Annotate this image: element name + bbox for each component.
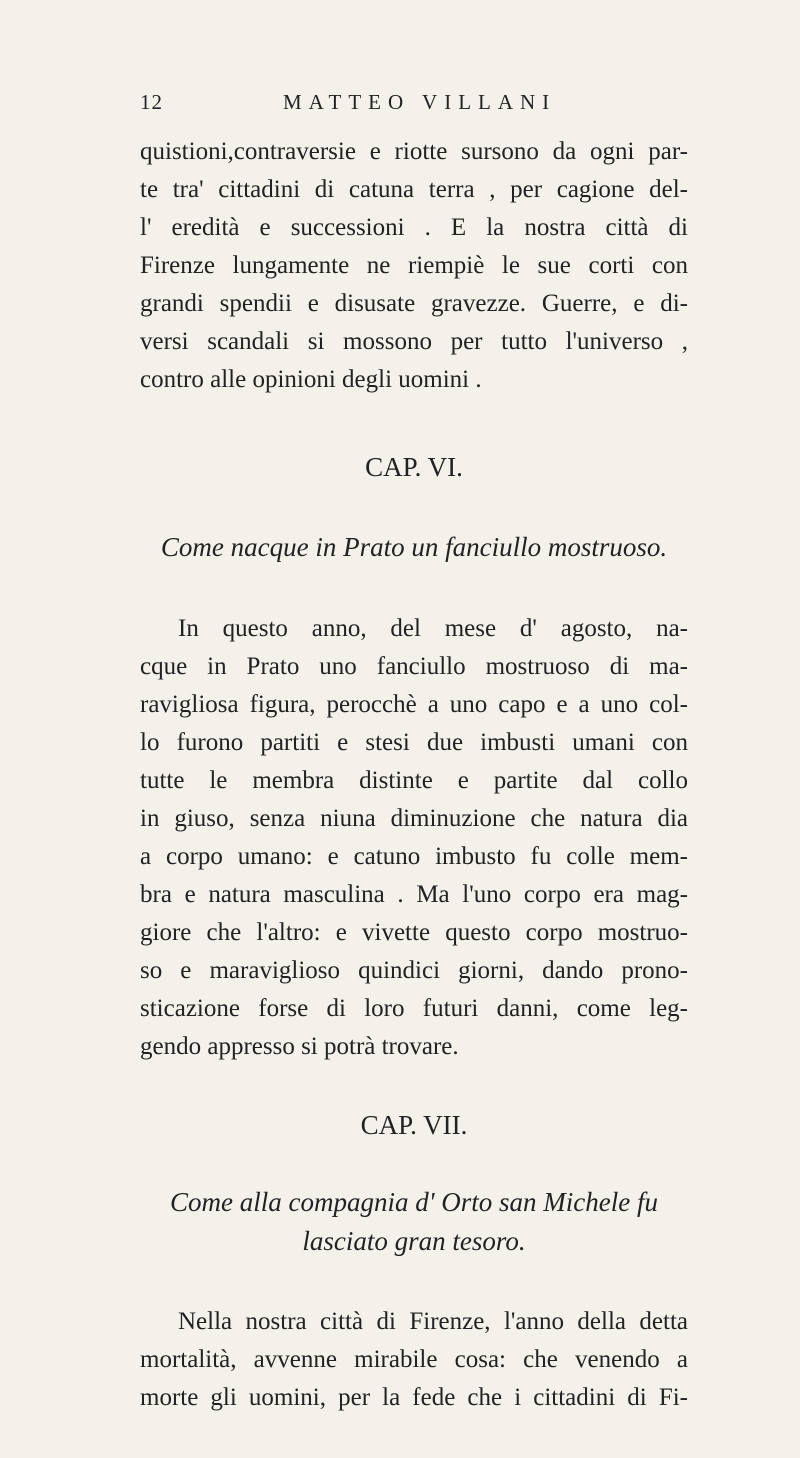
text-line: In questo anno, del mese d' agosto, na-: [178, 615, 688, 642]
text-line: mortalità, avvenne mirabile cosa: che venendo a: [140, 1346, 688, 1373]
text-line: Nella nostra città di Firenze, l'anno della detta: [178, 1308, 688, 1335]
text-line: Firenze lungamente ne riempiè le sue corti con: [140, 252, 688, 279]
text-line: te tra' cittadini di catuna terra , per cagione del-: [140, 176, 688, 203]
chapter-heading: CAP. VII.: [360, 1110, 468, 1140]
text-line: bra e natura masculina . Ma l'uno corpo era mag-: [140, 881, 688, 908]
text-line: a corpo umano: e catuno imbusto fu colle mem-: [140, 843, 688, 870]
text-line: quistioni,contraversie e riotte sursono da ogni par-: [140, 138, 688, 165]
text-line: versi scandali si mossono per tutto l'universo ,: [140, 328, 688, 355]
text-line: l' eredità e successioni . E la nostra città di: [140, 214, 688, 241]
chapter-title: lasciato gran tesoro.: [302, 1226, 526, 1256]
text-line: giore che l'altro: e vivette questo corpo mostruo-: [140, 919, 688, 946]
text-line: so e maraviglioso quindici giorni, dando prono-: [140, 957, 688, 984]
text-line: morte gli uomini, per la fede che i cittadini di Fi-: [140, 1384, 688, 1411]
text-line: sticazione forse di loro futuri danni, come leg-: [140, 995, 688, 1022]
running-title: MATTEO VILLANI: [283, 90, 557, 114]
text-line: grandi spendii e disusate gravezze. Guerre, e di-: [140, 290, 688, 317]
text-line: contro alle opinioni degli uomini .: [140, 366, 482, 393]
chapter-heading: CAP. VI.: [365, 452, 463, 482]
chapter-title: Come nacque in Prato un fanciullo mostruoso.: [160, 532, 668, 562]
page-number: 12: [140, 90, 163, 114]
text-line: in giuso, senza niuna diminuzione che natura dia: [140, 805, 688, 832]
text-line: gendo appresso si potrà trovare.: [140, 1033, 459, 1060]
chapter-title: Come alla compagnia d' Orto san Michele fu: [170, 1187, 658, 1217]
text-line: tutte le membra distinte e partite dal collo: [140, 767, 688, 794]
text-line: cque in Prato uno fanciullo mostruoso di ma-: [140, 653, 688, 680]
text-line: ravigliosa figura, perocchè a uno capo e a uno col-: [140, 691, 688, 718]
text-line: lo furono partiti e stesi due imbusti umani con: [140, 729, 688, 756]
